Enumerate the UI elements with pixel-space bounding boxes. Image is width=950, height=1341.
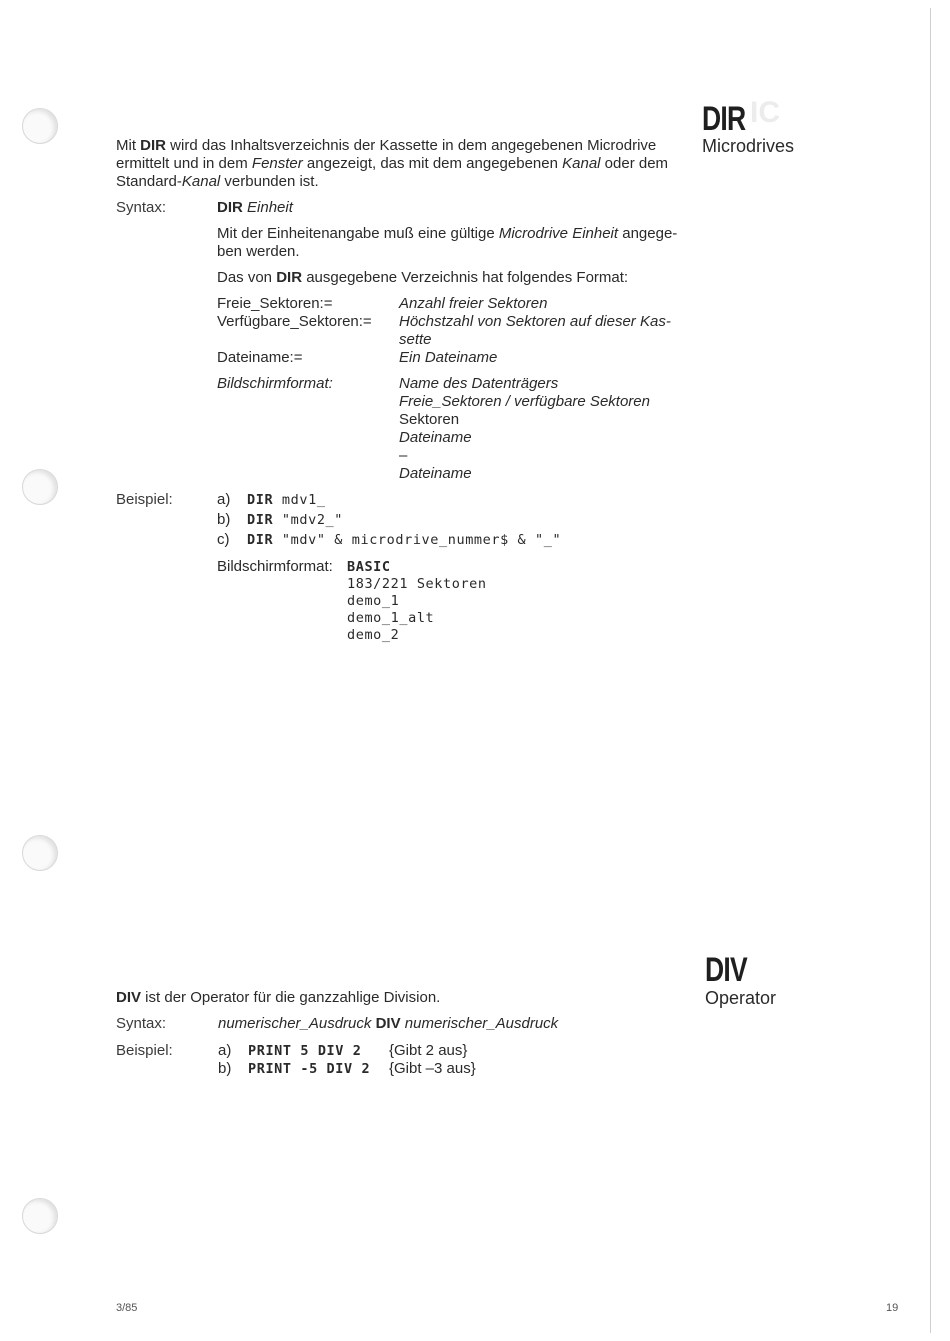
intro-keyword: DIR — [140, 137, 167, 154]
screen-out-lines — [347, 559, 487, 644]
dir-syntax-keyword: DIR — [217, 199, 243, 216]
dir-keyword: DIR — [702, 100, 746, 138]
format-file-label: Dateiname:= — [217, 349, 303, 366]
note-2-a: Das von — [217, 269, 277, 286]
dir-category: Microdrives — [702, 136, 795, 156]
example-c-code: "mdv" & microdrive_nummer$ & "_" — [273, 532, 562, 548]
dir-ghost-letters: IC — [750, 96, 780, 129]
note-2-keyword: DIR — [276, 269, 303, 286]
dir-example-label: Beispiel: — [116, 491, 173, 508]
example-c-keyword: DIR — [247, 532, 274, 548]
page-edge-line — [930, 8, 931, 1333]
intro-prefix: Mit — [116, 137, 141, 154]
screen-line-1: Name des Datenträgers — [399, 375, 559, 392]
div-syntax-param-1: numerischer_Ausdruck — [218, 1015, 372, 1032]
format-screen-label: Bildschirmformat: — [217, 375, 333, 392]
example-a-keyword: DIR — [247, 492, 274, 508]
div-syntax-param-2: numerischer_Ausdruck — [404, 1015, 559, 1032]
punch-hole-2 — [22, 469, 58, 505]
div-category: Operator — [705, 988, 777, 1008]
div-syntax-keyword: DIV — [375, 1015, 401, 1032]
example-b-tag: b) — [217, 511, 231, 528]
div-keyword: DIV — [705, 951, 747, 989]
div-example-b — [218, 1060, 370, 1078]
div-example-label: Beispiel: — [116, 1042, 173, 1059]
page-number: 19 — [886, 1302, 899, 1314]
div-example-b-comment: {Gibt –3 aus} — [389, 1060, 476, 1077]
dir-note-2 — [217, 269, 628, 287]
screen-out-line-3: demo_1 — [347, 593, 400, 609]
dir-syntax-param: Einheit — [247, 199, 293, 216]
intro-italic-1: Fenster — [251, 155, 303, 172]
dir-example-c — [217, 531, 561, 549]
dir-note-1 — [217, 225, 697, 261]
dir-syntax-label: Syntax: — [116, 199, 167, 216]
screen-line-3: Sektoren — [399, 411, 460, 428]
format-screen-lines — [399, 375, 650, 483]
div-example-a-comment: {Gibt 2 aus} — [389, 1042, 468, 1059]
format-free-label: Freie_Sektoren:= — [217, 295, 333, 312]
intro-text-3: angezeigt, das mit dem angegebenen — [302, 155, 563, 172]
dir-intro-line-3 — [116, 173, 696, 191]
div-example-a-tag: a) — [218, 1042, 232, 1059]
note-1-a: Mit der Einheitenangabe muß eine gültige — [217, 225, 499, 242]
div-example-b-tag: b) — [218, 1060, 232, 1077]
note-1-line-2: ben werden. — [217, 243, 300, 260]
screen-out-line-2: 183/221 Sektoren — [347, 576, 487, 592]
example-b-keyword: DIR — [247, 512, 274, 528]
punch-hole-3 — [22, 835, 58, 871]
div-syntax-label: Syntax: — [116, 1015, 167, 1032]
format-file-value: Ein Dateiname — [399, 349, 498, 366]
example-a-tag: a) — [217, 491, 231, 508]
dir-example-b — [217, 511, 343, 529]
screen-line-6: Dateiname — [399, 465, 472, 482]
punch-hole-1 — [22, 108, 58, 144]
example-c-tag: c) — [217, 531, 230, 548]
intro-text-5: Standard- — [116, 173, 182, 190]
dir-intro-line-1 — [116, 137, 696, 155]
intro-text-1: wird das Inhaltsverzeichnis der Kassette in dem angegebenen Microdrive — [166, 137, 657, 154]
screen-line-2: Freie_Sektoren / verfügbare Sektoren — [399, 393, 650, 410]
example-b-code: "mdv2_" — [273, 512, 344, 528]
screen-out-line-1: BASIC — [347, 559, 391, 575]
format-free-value: Anzahl freier Sektoren — [399, 295, 548, 312]
dir-syntax — [217, 199, 293, 217]
punch-hole-4 — [22, 1198, 58, 1234]
screen-line-4: Dateiname — [399, 429, 472, 446]
intro-text-4: oder dem — [600, 155, 669, 172]
div-intro-keyword: DIV — [116, 989, 142, 1006]
note-1-line-1 — [217, 225, 697, 243]
note-1-italic: Microdrive Einheit — [498, 225, 619, 242]
format-avail-label: Verfügbare_Sektoren:= — [217, 313, 372, 330]
div-example-a — [218, 1042, 361, 1060]
screen-line-5: – — [399, 447, 408, 464]
div-intro — [116, 989, 440, 1007]
note-1-b: angege- — [618, 225, 678, 242]
screen-out-line-4: demo_1_alt — [347, 610, 435, 626]
note-2-b: ausgegebene Verzeichnis hat folgendes Format: — [302, 269, 629, 286]
screen-out-label: Bildschirmformat: — [217, 558, 333, 575]
intro-italic-3: Kanal — [181, 173, 221, 190]
intro-text-6: verbunden ist. — [220, 173, 319, 190]
format-avail-value-1: Höchstzahl von Sektoren auf dieser Kas- — [399, 313, 671, 330]
intro-text-2: ermittelt und in dem — [116, 155, 252, 172]
div-syntax — [218, 1015, 558, 1033]
format-avail-value-2: sette — [399, 331, 432, 348]
dir-example-a — [217, 491, 326, 509]
dir-intro-line-2 — [116, 155, 696, 173]
intro-italic-2: Kanal — [562, 155, 601, 172]
footer-date: 3/85 — [116, 1302, 138, 1314]
dir-intro — [116, 137, 696, 191]
screen-out-line-5: demo_2 — [347, 627, 400, 643]
div-intro-text: ist der Operator für die ganzzahlige Division. — [141, 989, 441, 1006]
div-example-b-code: PRINT -5 DIV 2 — [248, 1061, 371, 1077]
div-heading — [705, 953, 759, 987]
example-a-code: mdv1_ — [273, 492, 326, 508]
div-example-a-code: PRINT 5 DIV 2 — [248, 1043, 362, 1059]
